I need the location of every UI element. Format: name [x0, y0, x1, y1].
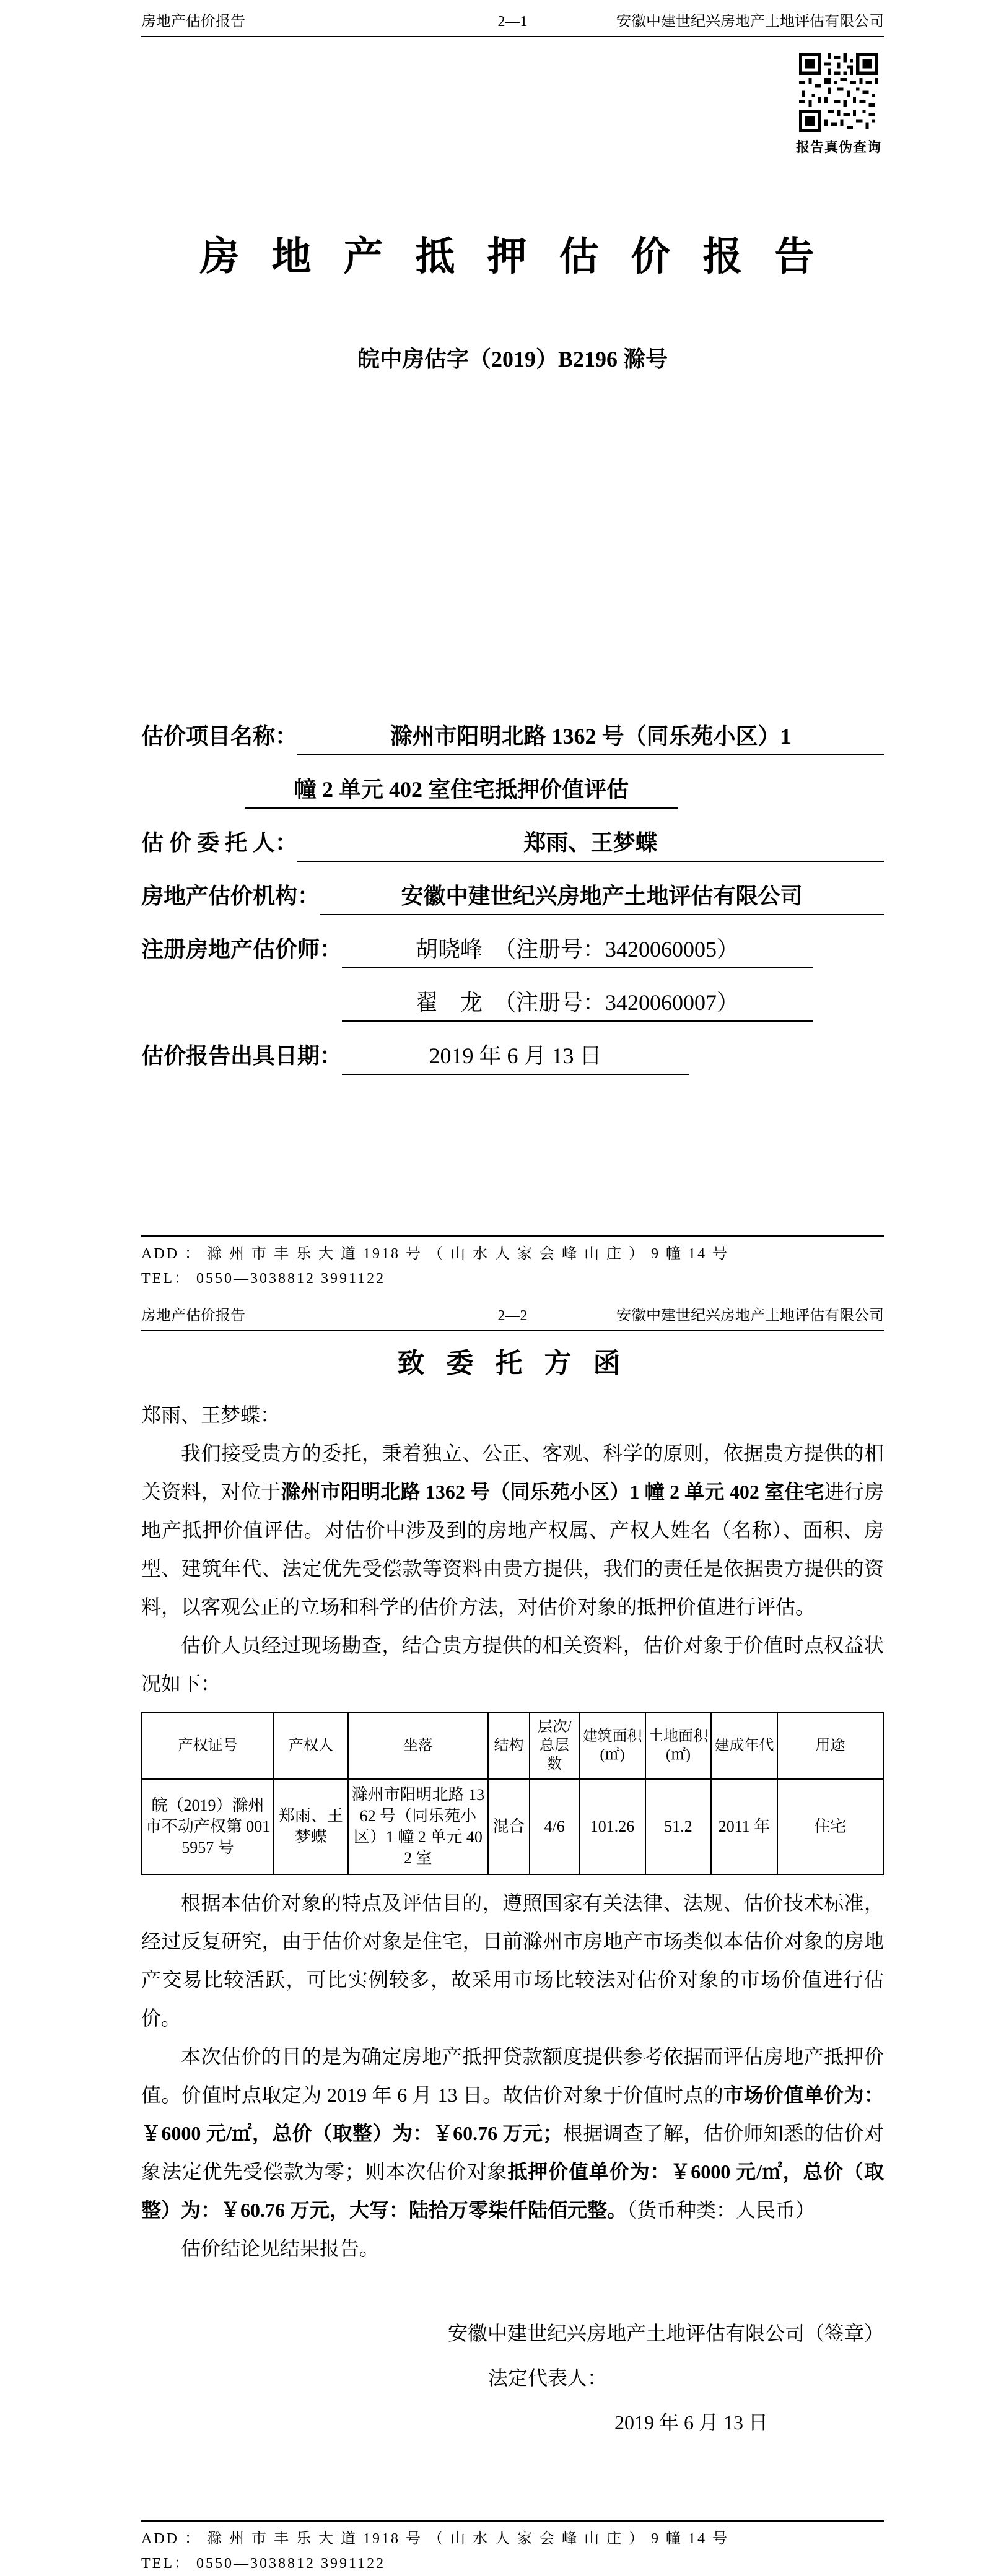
issue-date-value: 2019 年 6 月 13 日 [342, 1038, 689, 1075]
appraiser-2-value: 翟 龙 （注册号：3420060007） [342, 985, 813, 1022]
cell-owner: 郑雨、王梦蝶 [274, 1779, 348, 1874]
field-row-appraiser-2 [141, 985, 884, 1022]
cell-certificate-no: 皖（2019）滁州市不动产权第 0015957 号 [142, 1779, 274, 1874]
client-label: 估 价 委 托 人： [141, 830, 298, 855]
header-page-number: 2—2 [497, 1308, 528, 1324]
cell-land-area: 51.2 [645, 1779, 712, 1874]
report-number: 皖中房估字（2019）B2196 滁号 [357, 347, 668, 372]
col-header-owner: 产权人 [274, 1712, 348, 1779]
currency-type-note: （货币种类：人民币） [627, 2199, 816, 2221]
letter-title: 致 委 托 方 函 [397, 1348, 628, 1378]
page1-running-header [141, 0, 884, 37]
field-row-client [141, 825, 884, 862]
letter-body [141, 1434, 884, 2445]
project-name-label: 估价项目名称： [141, 724, 298, 749]
letter-salutation: 郑雨、王梦蝶： [141, 1404, 281, 1426]
page2-running-header [141, 1294, 884, 1331]
col-header-location: 坐落 [348, 1712, 488, 1779]
page2-running-footer [141, 2520, 884, 2576]
letter-paragraph-4 [141, 2037, 884, 2229]
cell-year-built: 2011 年 [711, 1779, 777, 1874]
agency-label: 房地产估价机构： [141, 884, 320, 908]
header-doc-type: 房地产估价报告 [141, 1308, 245, 1324]
report-verification-block [792, 53, 885, 156]
subject-property-address: 滁州市阳明北路 1362 号（同乐苑小区）1 幢 2 单元 402 室住宅 [281, 1481, 824, 1503]
footer-tel: TEL： 0550—3038812 3991122 [141, 2556, 386, 2572]
table-header-row [142, 1712, 883, 1779]
field-row-appraiser-1 [141, 931, 884, 968]
property-rights-table [141, 1712, 884, 1875]
field-row-project-cont [141, 772, 884, 809]
report-title: 房 地 产 抵 押 估 价 报 告 [199, 235, 826, 279]
letter-paragraph-2: 估价人员经过现场勘查，结合贵方提供的相关资料，估价对象于价值时点权益状况如下： [141, 1634, 884, 1695]
col-header-structure: 结构 [488, 1712, 530, 1779]
letter-paragraph-1 [141, 1434, 884, 1626]
issue-date-label: 估价报告出具日期： [141, 1043, 343, 1068]
project-name-value-line2: 幢 2 单元 402 室住宅抵押价值评估 [245, 772, 678, 809]
appraiser-label: 注册房地产估价师： [141, 937, 343, 962]
header-page-number: 2—1 [497, 14, 528, 30]
col-header-floor: 层次/总层数 [530, 1712, 579, 1779]
paragraph-1-text-cont: 进行房地产抵押价值评估。对估价中涉及到的房地产权属、产权人姓名（名称）、面积、房型、建筑年代、法定优先受偿款等资料由贵方提供，我们的责任是依据贵方提供的资料，以客观公正的立场和科学的估价方法，对估价对象的抵押价值进行评估。 [141, 1481, 884, 1618]
table-row [142, 1779, 883, 1874]
paragraph-1-text: 我们接受贵方的委托，秉着独立、公正、客观、科学的原则，依据贵方提供的相关资料，对位于 [141, 1442, 884, 1503]
agency-value: 安徽中建世纪兴房地产土地评估有限公司 [320, 878, 884, 915]
cell-building-area: 101.26 [579, 1779, 645, 1874]
col-header-year-built: 建成年代 [711, 1712, 777, 1779]
cover-fields [141, 718, 884, 1075]
col-header-certificate-no: 产权证号 [142, 1712, 274, 1779]
cell-location: 滁州市阳明北路 1362 号（同乐苑小区）1 幢 2 单元 402 室 [348, 1779, 488, 1874]
letter-paragraph-3: 根据本估价对象的特点及评估目的，遵照国家有关法律、法规、估价技术标准，经过反复研究，由于估价对象是住宅，目前滁州市房地产市场类似本估价对象的房地产交易比较活跃，可比实例较多，故采用市场比较法对估价对象的市场价值进行估价。 [141, 1892, 884, 2029]
project-name-value-line1: 滁州市阳明北路 1362 号（同乐苑小区）1 [297, 718, 884, 755]
paragraph-4-text-cont: 根据调查了解，估价师知悉的估价对象法定优先受偿款为零；则本次估价对象 [141, 2122, 884, 2183]
col-header-building-area: 建筑面积(㎡) [579, 1712, 645, 1779]
footer-tel: TEL： 0550—3038812 3991122 [141, 1271, 386, 1287]
col-header-usage: 用途 [777, 1712, 883, 1779]
qr-caption: 报告真伪查询 [795, 139, 881, 155]
cell-structure: 混合 [488, 1779, 530, 1874]
header-company-name: 安徽中建世纪兴房地产土地评估有限公司 [616, 14, 884, 30]
appraiser-1-value: 胡晓峰 （注册号：3420060005） [342, 931, 813, 968]
field-row-agency [141, 878, 884, 915]
letter-page [0, 1294, 983, 2572]
market-value-statement: 市场价值单价为：￥6000 元/㎡，总价（取整）为：￥60.76 万元； [141, 2084, 884, 2144]
letter-paragraph-5: 估价结论见结果报告。 [181, 2237, 380, 2260]
mortgage-value-statement: 抵押价值单价为：￥6000 元/㎡，总价（取整）为：￥60.76 万元，大写：陆拾万零柒仟陆佰元整。 [141, 2160, 884, 2221]
signature-block [141, 2311, 884, 2445]
client-value: 郑雨、王梦蝶 [297, 825, 884, 862]
page1-running-footer [141, 1235, 884, 1291]
field-row-issue-date [141, 1038, 884, 1075]
header-company-name: 安徽中建世纪兴房地产土地评估有限公司 [616, 1308, 884, 1324]
col-header-land-area: 土地面积(㎡) [645, 1712, 712, 1779]
field-row-project [141, 718, 884, 755]
cell-usage: 住宅 [777, 1779, 883, 1874]
signature-legal-representative: 法定代表人： [488, 2367, 608, 2389]
signature-company: 安徽中建世纪兴房地产土地评估有限公司（签章） [447, 2322, 884, 2344]
paragraph-4-text: 本次估价的目的是为确定房地产抵押贷款额度提供参考依据而评估房地产抵押价值。价值时点取定为 2019 年 6 月 13 日。故估价对象于价值时点的 [141, 2045, 884, 2106]
qr-code-icon [799, 53, 878, 132]
footer-address: ADD ： 滁 州 市 丰 乐 大 道 1918 号 （ 山 水 人 家 会 峰 山 庄 ） 9 幢 14 号 [141, 1246, 729, 1262]
cell-floor: 4/6 [530, 1779, 579, 1874]
signature-date: 2019 年 6 月 13 日 [614, 2411, 769, 2434]
header-doc-type: 房地产估价报告 [141, 14, 245, 30]
footer-address: ADD ： 滁 州 市 丰 乐 大 道 1918 号 （ 山 水 人 家 会 峰 山 庄 ） 9 幢 14 号 [141, 2531, 729, 2547]
